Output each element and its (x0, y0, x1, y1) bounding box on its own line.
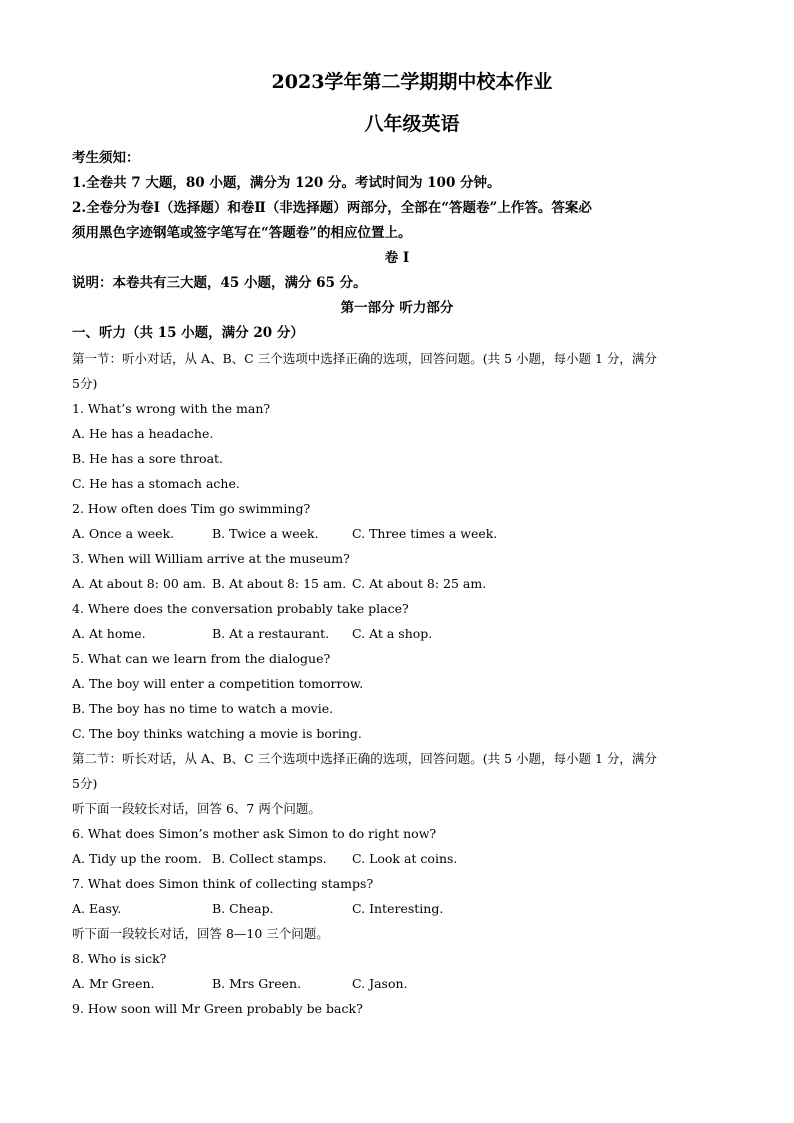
question-6-stem: 6. What does Simon’s mother ask Simon to do right now? (72, 826, 437, 841)
section2-instruction-line2: 5分) (72, 776, 98, 791)
question-8-option-a: A. Mr Green. (72, 976, 155, 991)
question-7-stem: 7. What does Simon think of collecting stamps? (72, 876, 374, 891)
question-6-option-c: C. Look at coins. (352, 851, 458, 866)
notice-item-1: 1.全卷共 7 大题，80 小题，满分为 120 分。考试时间为 100 分钟。 (72, 175, 501, 191)
question-4-stem: 4. Where does the conversation probably take place? (72, 601, 409, 616)
question-6-option-a: A. Tidy up the room. (72, 851, 202, 866)
question-6-option-b: B. Collect stamps. (212, 851, 327, 866)
dialog-2-intro: 听下面一段较长对话，回答 8—10 三个问题。 (72, 926, 329, 941)
question-3-options (72, 571, 722, 596)
notice-item-2a: 2.全卷分为卷Ⅰ（选择题）和卷Ⅱ（非选择题）两部分，全部在“答题卷”上作答。答案必 (72, 200, 592, 216)
question-7-option-b: B. Cheap. (212, 901, 274, 916)
question-7-option-c: C. Interesting. (352, 901, 444, 916)
section1-instruction-line2: 5分) (72, 376, 98, 391)
question-1-option-b: B. He has a sore throat. (72, 451, 224, 466)
question-4-option-c: C. At a shop. (352, 626, 433, 641)
question-2-option-c: C. Three times a week. (352, 526, 498, 541)
volume-description: 说明：本卷共有三大题，45 小题，满分 65 分。 (72, 275, 367, 291)
question-3-option-c: C. At about 8: 25 am. (352, 576, 487, 591)
question-5-option-c: C. The boy thinks watching a movie is boring. (72, 726, 362, 741)
question-3-option-b: B. At about 8: 15 am. (212, 576, 347, 591)
question-3-option-a: A. At about 8: 00 am. (72, 576, 207, 591)
question-2-stem: 2. How often does Tim go swimming? (72, 501, 311, 516)
volume-heading: 卷 I (384, 250, 410, 266)
question-2-options (72, 521, 722, 546)
question-8-options (72, 971, 722, 996)
section2-instruction-line1: 第二节：听长对话，从 A、B、C 三个选项中选择正确的选项，回答问题。(共 5 小题，每小题 1 分，满分 (72, 751, 657, 766)
exam-title: 2023学年第二学期期中校本作业 (271, 71, 553, 93)
question-7-option-a: A. Easy. (72, 901, 122, 916)
question-1-option-a: A. He has a headache. (72, 426, 214, 441)
question-4-option-b: B. At a restaurant. (212, 626, 330, 641)
question-9-stem: 9. How soon will Mr Green probably be back? (72, 1001, 363, 1016)
question-5-option-b: B. The boy has no time to watch a movie. (72, 701, 334, 716)
question-2-option-a: A. Once a week. (72, 526, 175, 541)
question-8-option-b: B. Mrs Green. (212, 976, 302, 991)
question-8-option-c: C. Jason. (352, 976, 408, 991)
dialog-1-intro: 听下面一段较长对话，回答 6、7 两个问题。 (72, 801, 321, 816)
question-1-option-c: C. He has a stomach ache. (72, 476, 240, 491)
notice-item-2b: 须用黑色字迹钢笔或签字笔写在“答题卷”的相应位置上。 (72, 225, 412, 241)
question-1-stem: 1. What’s wrong with the man? (72, 401, 271, 416)
question-6-options (72, 846, 722, 871)
question-4-option-a: A. At home. (72, 626, 146, 641)
question-8-stem: 8. Who is sick? (72, 951, 167, 966)
exam-subtitle: 八年级英语 (364, 113, 460, 135)
section-heading-listening: 一、听力（共 15 小题，满分 20 分） (72, 325, 304, 341)
question-7-options (72, 896, 722, 921)
exam-page (72, 68, 722, 1021)
question-4-options (72, 621, 722, 646)
question-5-stem: 5. What can we learn from the dialogue? (72, 651, 331, 666)
notice-heading: 考生须知： (72, 150, 140, 166)
question-2-option-b: B. Twice a week. (212, 526, 319, 541)
section1-instruction-line1: 第一节：听小对话，从 A、B、C 三个选项中选择正确的选项，回答问题。(共 5 小题，每小题 1 分，满分 (72, 351, 657, 366)
part-heading: 第一部分 听力部分 (340, 300, 454, 316)
question-5-option-a: A. The boy will enter a competition tomorrow. (72, 676, 364, 691)
question-3-stem: 3. When will William arrive at the museum? (72, 551, 350, 566)
